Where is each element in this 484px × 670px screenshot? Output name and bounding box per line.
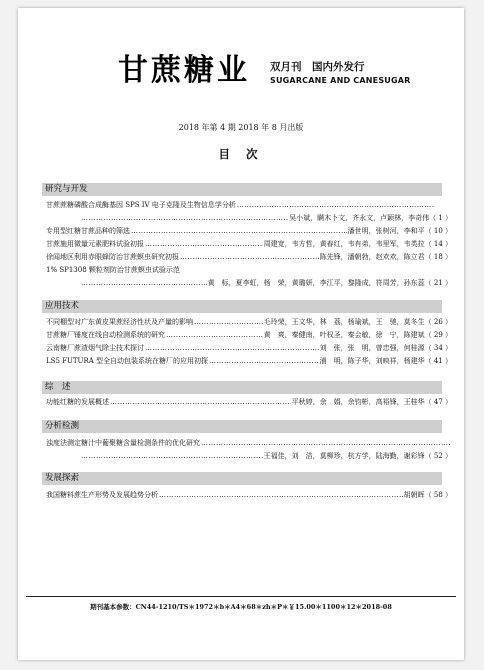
entry-authors: 毛玲荣，王文华，林 荔，杨瑜斌，王 驰，莫冬生（ 26 ） bbox=[263, 318, 452, 326]
issue-info: 2018 年第 4 期 2018 年 8 月出版 bbox=[178, 123, 304, 132]
toc-entry[interactable] bbox=[46, 252, 452, 263]
section-label: 分析检测 bbox=[45, 421, 80, 431]
leader-dots bbox=[110, 397, 291, 408]
entry-title: 甘蔗糖厂锤度在线自动检测系统的研究 bbox=[46, 331, 165, 339]
leader-dots bbox=[81, 213, 288, 224]
journal-title: 甘蔗糖业 bbox=[118, 53, 250, 88]
leader-dots bbox=[180, 252, 319, 263]
toc-entry[interactable] bbox=[46, 200, 436, 211]
toc-entry[interactable] bbox=[80, 451, 452, 462]
entry-title: 甘蔗蔗糖磷酸合成酶基因 SPS IV 电子克隆及生物信息学分析 bbox=[46, 201, 236, 209]
journal-english-title: SUGARCANE AND CANESUGAR bbox=[270, 76, 411, 85]
entry-title: 不同棚型对广东黄皮果蔗经济性状及产量的影响 bbox=[46, 318, 193, 326]
leader-dots bbox=[194, 317, 263, 328]
section-bar bbox=[42, 183, 442, 196]
entry-title: LS5 FUTURA 型全自动包装系统在糖厂的应用初探 bbox=[46, 357, 208, 365]
section-label: 应用技术 bbox=[45, 301, 80, 311]
leader-dots bbox=[145, 343, 319, 354]
journal-parameters: 期刊基本参数：CN44-1210/TS＊1972＊b＊A4＊68＊zh＊P＊￥15.00＊1100＊12＊2018-08 bbox=[90, 603, 392, 611]
entry-title: 功能红糖的发展概述 bbox=[46, 398, 109, 406]
entry-authors: 陈先锋，潘朝勃，赵欢欢，陈立君（ 18 ） bbox=[319, 253, 452, 261]
entry-authors: 黄 标，夏李虹，杨 荣，黄璐妍，李江平，黎隆成，符周芳，孙东蕊（ 21 ） bbox=[207, 279, 452, 287]
entry-authors: 吴小斌，瞒木卜文，齐永文，卢颖林，李奇伟（ 1 ） bbox=[289, 214, 452, 222]
masthead bbox=[118, 54, 418, 94]
section-bar bbox=[42, 420, 442, 433]
entry-authors: 周建宽，韦方哲，黄春红，韦有弟，韦里军，韦类拉（ 14 ） bbox=[263, 240, 452, 248]
toc-entry[interactable] bbox=[46, 239, 452, 250]
journal-page bbox=[18, 8, 464, 660]
section-bar bbox=[42, 300, 442, 313]
toc-entry[interactable] bbox=[80, 278, 452, 289]
entry-title: 我国糖料蔗生产形势及发展趋势分析 bbox=[46, 491, 158, 499]
toc-entry[interactable] bbox=[80, 213, 452, 224]
toc-entry[interactable] bbox=[46, 317, 452, 328]
leader-dots bbox=[201, 438, 451, 449]
toc-entry[interactable] bbox=[46, 265, 452, 276]
toc-entry[interactable] bbox=[46, 226, 452, 237]
entry-authors: 胡朝晖（ 58 ） bbox=[403, 491, 452, 499]
entry-authors: 潘世明，张树河，李和平（ 10 ） bbox=[347, 227, 452, 235]
entry-authors: 黄 爽，秦健南，叶权圣，秦会敏，徐 宁，陈建斌（ 29 ） bbox=[263, 331, 452, 339]
entry-title: 甘蔗施用微量元素肥料试验初报 bbox=[46, 240, 144, 248]
leader-dots bbox=[145, 239, 263, 250]
entry-authors: 浦 明，陈子华，刘映祥，杨建华（ 41 ） bbox=[319, 357, 452, 365]
entry-title: 徐闻地区利用赤眼蜂防治甘蔗螟虫研究初报 bbox=[46, 253, 179, 261]
toc-entry[interactable] bbox=[46, 343, 452, 354]
contents-title: 目 次 bbox=[218, 147, 264, 161]
leader-dots bbox=[209, 356, 319, 367]
entry-authors: 平秋婷，余 娟，余钧彬，高裕锋，王桂华（ 47 ） bbox=[291, 398, 452, 406]
leader-dots bbox=[166, 330, 263, 341]
toc-entry[interactable] bbox=[46, 438, 452, 449]
toc-entry[interactable] bbox=[46, 330, 452, 341]
entry-title: 浊度法测定糖汁中葡聚糖含量检测条件的优化研究 bbox=[46, 439, 200, 447]
section-label: 发展探索 bbox=[45, 473, 80, 483]
leader-dots bbox=[159, 490, 403, 501]
entry-authors: 刘 张，张 明，曾忠强，何桂源（ 34 ） bbox=[319, 344, 452, 352]
leader-dots bbox=[131, 226, 347, 237]
toc-entry[interactable] bbox=[46, 397, 452, 408]
footer-rule bbox=[26, 596, 456, 597]
section-bar bbox=[42, 381, 442, 394]
section-label: 研究与开发 bbox=[45, 184, 88, 194]
section-bar bbox=[42, 472, 442, 485]
entry-title: 云南糖厂蔗渣烟气除尘技术探讨 bbox=[46, 344, 144, 352]
section-label: 综 述 bbox=[45, 382, 71, 392]
leader-dots bbox=[237, 200, 435, 211]
toc-entry[interactable] bbox=[46, 356, 452, 367]
entry-title: 专用型红糖甘蔗品种的筛选 bbox=[46, 227, 130, 235]
toc-entry[interactable] bbox=[46, 490, 452, 501]
leader-dots bbox=[81, 451, 263, 462]
entry-authors: 王福佳，刘 洁，莫柳珍，杭方学，陆海勤，谢彩锋（ 52 ） bbox=[263, 452, 452, 460]
leader-dots bbox=[81, 278, 207, 289]
entry-title: 1% SP1308 颗粒剂防治甘蔗螟虫试验示范 bbox=[46, 266, 180, 274]
journal-frequency: 双月刊 国内外发行 bbox=[270, 61, 365, 73]
